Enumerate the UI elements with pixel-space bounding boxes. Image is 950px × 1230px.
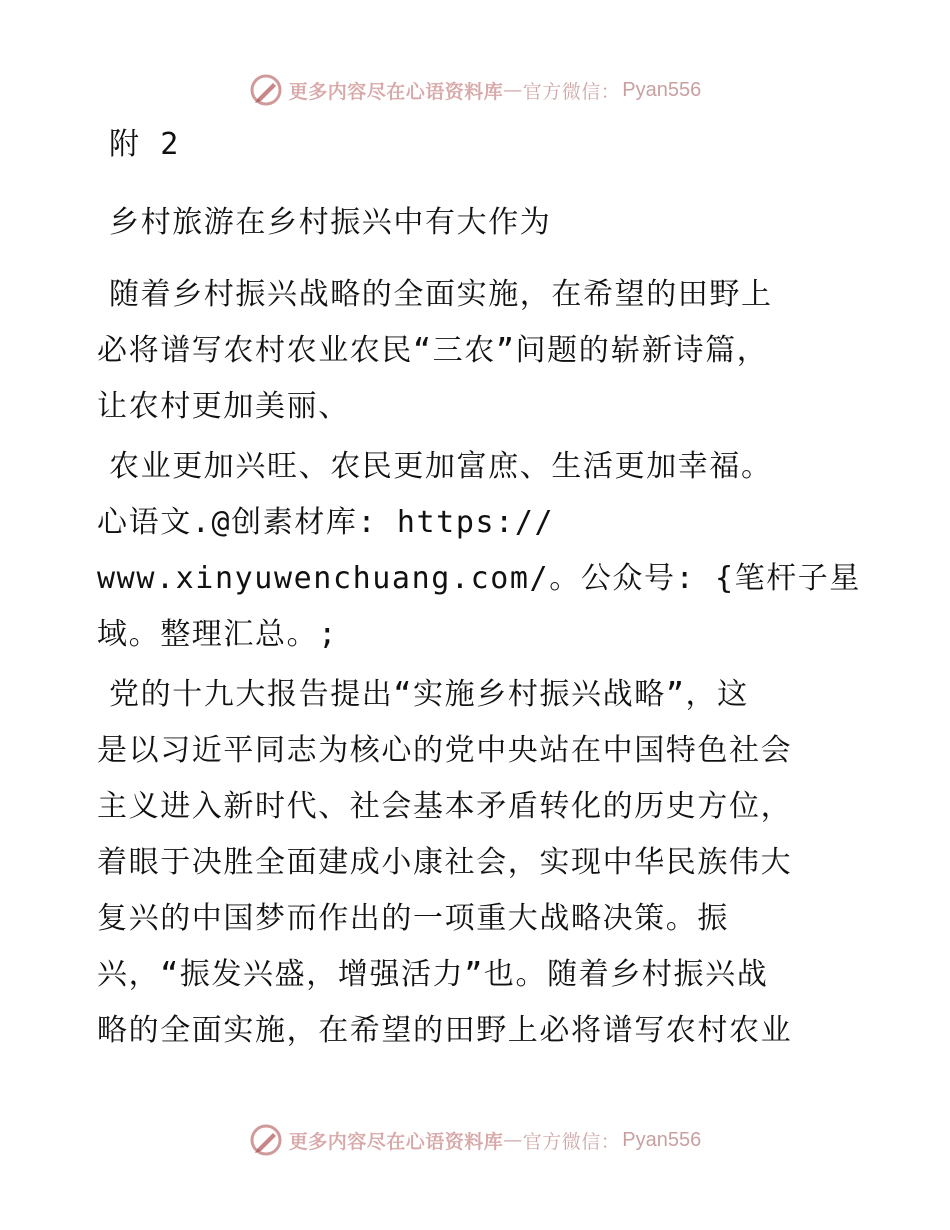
watermark-text: 更多内容尽在心语资料库 (288, 1130, 504, 1153)
paragraph-line: 必将谱写农村农业农民“三农”问题的崭新诗篇， (97, 333, 769, 368)
paragraph-line: 党的十九大报告提出“实施乡村振兴战略”，这 (109, 677, 749, 712)
paragraph-line: 主义进入新时代、社会基本矛盾转化的历史方位， (97, 789, 793, 824)
watermark-dash: — (503, 1129, 523, 1151)
pen-logo-icon (249, 1123, 283, 1157)
appendix-heading: 附 2 (109, 127, 180, 162)
paragraph-line: 着眼于决胜全面建成小康社会，实现中华民族伟大 (97, 845, 793, 880)
paragraph-line: 让农村更加美丽、 (97, 389, 350, 424)
document-title: 乡村旅游在乡村振兴中有大作为 (109, 205, 552, 240)
watermark-dash: — (503, 79, 523, 101)
paragraph-3 (97, 667, 857, 1059)
watermark-text: 更多内容尽在心语资料库 (288, 80, 504, 103)
paragraph-line: 心语文.@创素材库: https:// (97, 505, 555, 540)
paragraph-1 (97, 267, 857, 435)
watermark-wechat-id: Pyan556 (622, 78, 702, 101)
header-watermark (0, 70, 950, 110)
paragraph-line: 兴，“振发兴盛，增强活力”也。随着乡村振兴战 (97, 957, 769, 992)
watermark-wechat-id: Pyan556 (622, 1128, 702, 1151)
paragraph-2 (97, 439, 861, 663)
watermark-wechat-label: 官方微信： (522, 1130, 621, 1153)
paragraph-line: 是以习近平同志为核心的党中央站在中国特色社会 (97, 733, 793, 768)
paragraph-line: www.xinyuwenchuang.com/。公众号: {笔杆子星 (97, 561, 861, 596)
footer-watermark (0, 1120, 950, 1160)
paragraph-line: 随着乡村振兴战略的全面实施，在希望的田野上 (109, 277, 773, 312)
paragraph-line: 复兴的中国梦而作出的一项重大战略决策。振 (97, 901, 729, 936)
document-body (97, 115, 861, 1059)
paragraph-line: 农业更加兴旺、农民更加富庶、生活更加幸福。 (109, 449, 773, 484)
paragraph-line: 略的全面实施，在希望的田野上必将谱写农村农业 (97, 1013, 793, 1048)
pen-logo-icon (249, 73, 283, 107)
paragraph-line: 域。整理汇总。; (97, 617, 338, 652)
watermark-wechat-label: 官方微信： (522, 80, 621, 103)
